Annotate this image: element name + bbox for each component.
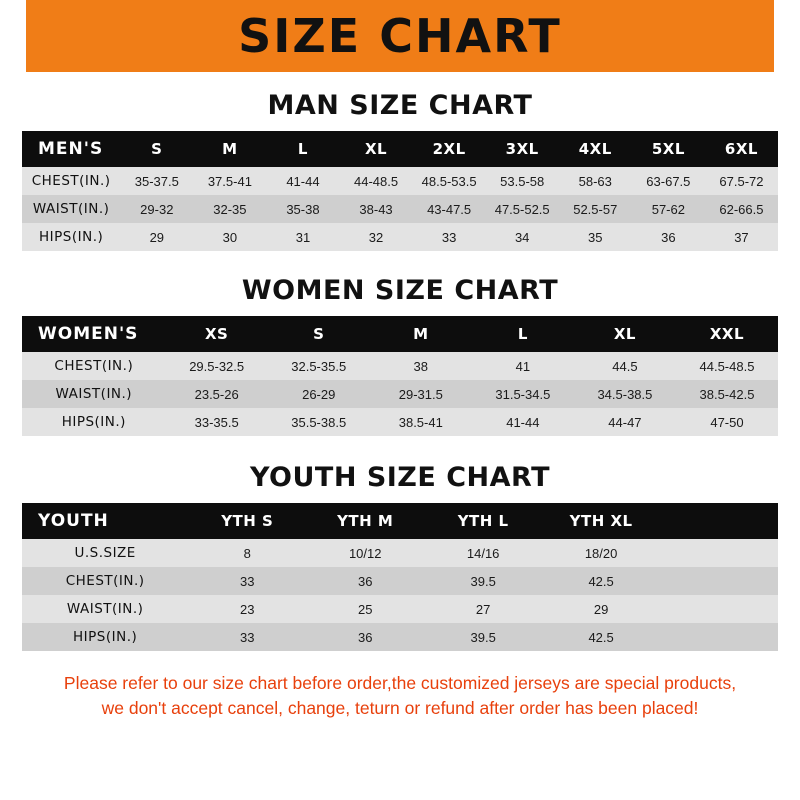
men-section-title: MAN SIZE CHART <box>267 90 533 121</box>
men-header-s: S <box>151 140 163 158</box>
youth-row-label-chest: CHEST(IN.) <box>65 573 145 589</box>
cell: 32-35 <box>213 201 247 217</box>
cell: 41-44 <box>506 414 540 430</box>
cell: 63-67.5 <box>646 173 691 189</box>
cell: 44-48.5 <box>353 173 399 189</box>
women-row-label-chest: CHEST(IN.) <box>54 358 134 374</box>
men-size-table <box>22 131 778 251</box>
men-header-4xl: 4XL <box>578 140 612 158</box>
youth-header-s: YTH S <box>221 512 274 530</box>
cell: 41-44 <box>286 173 320 189</box>
page-title: SIZE CHART <box>238 9 562 63</box>
youth-size-table <box>22 503 778 651</box>
table-row <box>22 195 778 223</box>
youth-row-label-waist: WAIST(IN.) <box>66 601 144 617</box>
table-row <box>22 567 778 595</box>
cell: 38-43 <box>359 201 393 217</box>
cell-spacer <box>660 623 778 651</box>
cell: 57-62 <box>651 201 685 217</box>
table-header-row <box>22 131 778 167</box>
table-row <box>22 595 778 623</box>
cell: 42.5 <box>588 629 614 645</box>
cell: 62-66.5 <box>719 201 764 217</box>
men-header-3xl: 3XL <box>505 140 539 158</box>
cell: 33 <box>441 229 457 245</box>
youth-header-label: YOUTH <box>38 511 109 531</box>
header-band <box>0 0 800 72</box>
youth-row-label-hips: HIPS(IN.) <box>73 629 138 645</box>
table-row <box>22 223 778 251</box>
men-header-l: L <box>297 140 308 158</box>
table-header-row <box>22 503 778 539</box>
cell: 47-50 <box>710 414 744 430</box>
cell: 43-47.5 <box>427 201 472 217</box>
cell: 67.5-72 <box>719 173 764 189</box>
cell: 32.5-35.5 <box>291 358 347 374</box>
cell: 38.5-41 <box>398 414 443 430</box>
table-row <box>22 380 778 408</box>
men-row-label-chest: CHEST(IN.) <box>31 173 111 189</box>
women-row-label-hips: HIPS(IN.) <box>61 414 126 430</box>
cell: 10/12 <box>348 545 382 561</box>
cell: 35-38 <box>286 201 320 217</box>
cell: 18/20 <box>584 545 618 561</box>
women-section-title: WOMEN SIZE CHART <box>241 275 559 306</box>
cell: 38 <box>413 358 429 374</box>
cell: 23.5-26 <box>194 386 239 402</box>
youth-header-spacer <box>660 503 778 539</box>
women-row-label-waist: WAIST(IN.) <box>55 386 133 402</box>
cell: 35-37.5 <box>134 173 179 189</box>
cell-spacer <box>660 595 778 623</box>
cell: 26-29 <box>302 386 336 402</box>
men-header-6xl: 6XL <box>724 140 758 158</box>
cell-spacer <box>660 539 778 567</box>
cell: 33 <box>240 629 255 645</box>
cell: 27 <box>475 601 491 617</box>
women-header-m: M <box>413 325 429 343</box>
youth-header-xl: YTH XL <box>569 512 633 530</box>
cell: 47.5-52.5 <box>494 201 550 217</box>
table-row <box>22 539 778 567</box>
cell: 36 <box>357 573 373 589</box>
cell: 29.5-32.5 <box>189 358 245 374</box>
cell: 44-47 <box>608 414 642 430</box>
cell: 31 <box>295 229 311 245</box>
women-header-xs: XS <box>204 325 229 343</box>
cell: 29-32 <box>140 201 174 217</box>
cell: 34 <box>514 229 530 245</box>
cell: 34.5-38.5 <box>597 386 653 402</box>
women-header-xxl: XXL <box>709 325 745 343</box>
cell: 36 <box>661 229 676 245</box>
footer-note-line-1: Please refer to our size chart before order,the customized jerseys are special products, <box>63 673 737 693</box>
cell: 39.5 <box>470 573 496 589</box>
women-size-table <box>22 316 778 436</box>
women-header-xl: XL <box>613 325 636 343</box>
cell: 25 <box>357 601 373 617</box>
cell: 29 <box>593 601 609 617</box>
men-header-xl: XL <box>364 140 388 158</box>
cell: 23 <box>240 601 255 617</box>
women-header-label: WOMEN'S <box>38 324 139 344</box>
cell: 42.5 <box>588 573 614 589</box>
content-area <box>0 90 800 722</box>
table-row <box>22 167 778 195</box>
cell-spacer <box>660 567 778 595</box>
cell: 52.5-57 <box>573 201 618 217</box>
cell: 37.5-41 <box>207 173 252 189</box>
cell: 48.5-53.5 <box>421 173 477 189</box>
youth-header-m: YTH M <box>337 512 394 530</box>
cell: 33 <box>240 573 255 589</box>
men-header-label: MEN'S <box>38 139 104 159</box>
cell: 30 <box>222 229 238 245</box>
table-row <box>22 623 778 651</box>
cell: 29-31.5 <box>398 386 443 402</box>
cell: 36 <box>357 629 373 645</box>
youth-row-label-ussize: U.S.SIZE <box>74 545 136 561</box>
footer-note-line-2: we don't accept cancel, change, teturn or refund after order has been placed! <box>101 698 699 719</box>
men-header-m: M <box>222 140 238 158</box>
cell: 41 <box>515 358 531 374</box>
cell: 31.5-34.5 <box>495 386 551 402</box>
table-row <box>22 408 778 436</box>
women-header-l: L <box>517 325 528 343</box>
women-header-s: S <box>313 325 325 343</box>
cell: 39.5 <box>470 629 496 645</box>
youth-section-title: YOUTH SIZE CHART <box>249 462 551 493</box>
cell: 58-63 <box>578 173 612 189</box>
cell: 53.5-58 <box>500 173 545 189</box>
footer-note <box>22 671 778 722</box>
cell: 35 <box>588 229 603 245</box>
youth-header-l: YTH L <box>457 512 509 530</box>
men-header-5xl: 5XL <box>651 140 685 158</box>
table-row <box>22 352 778 380</box>
cell: 44.5 <box>612 358 638 374</box>
men-row-label-waist: WAIST(IN.) <box>32 201 110 217</box>
cell: 37 <box>734 229 749 245</box>
cell: 35.5-38.5 <box>291 414 347 430</box>
cell: 14/16 <box>466 545 500 561</box>
cell: 38.5-42.5 <box>699 386 755 402</box>
cell: 44.5-48.5 <box>699 358 755 374</box>
cell: 32 <box>368 229 384 245</box>
men-row-label-hips: HIPS(IN.) <box>39 229 104 245</box>
cell: 29 <box>149 229 165 245</box>
cell: 33-35.5 <box>194 414 239 430</box>
table-header-row <box>22 316 778 352</box>
men-header-2xl: 2XL <box>432 140 466 158</box>
cell: 8 <box>243 545 251 561</box>
